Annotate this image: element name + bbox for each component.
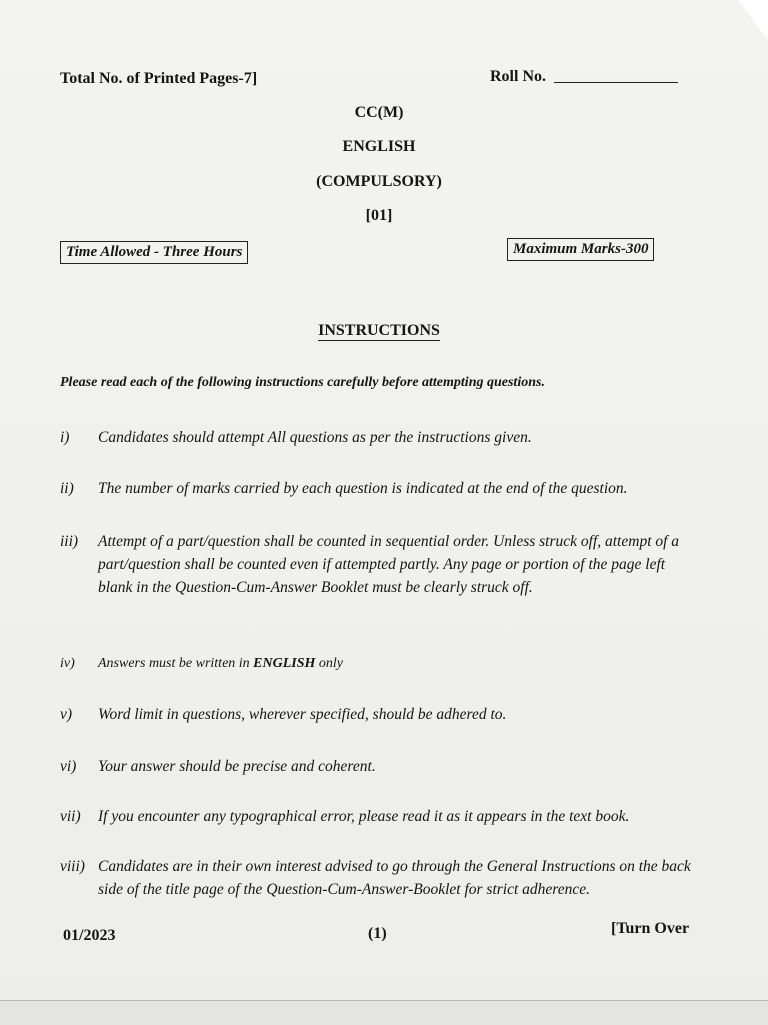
printed-pages-label: Total No. of Printed Pages-7] — [60, 70, 258, 87]
language-emphasis: ENGLISH — [253, 656, 316, 671]
item-text: Candidates are in their own interest advised to go through the General Instructions on the back side of the title page of the Question-Cum-Answer-Booklet for strict adherence. — [98, 858, 691, 898]
item-number: ii) — [60, 480, 74, 497]
item-number: i) — [60, 429, 70, 446]
paper-subject: ENGLISH — [342, 138, 416, 155]
instructions-intro: Please read each of the following instructions carefully before attempting questions. — [60, 375, 545, 390]
roll-no-label: Roll No. — [490, 68, 546, 85]
paper-code: CC(M) — [354, 104, 404, 121]
page-number: (1) — [368, 925, 387, 942]
item-text: Attempt of a part/question shall be counted in sequential order. Unless struck off, attempt of a part/question shall be counted even if attempted partly. Any page or portion of the page left blank in the Question-Cum-Answer Booklet must be clearly struck off. — [98, 533, 680, 596]
item-text: Word limit in questions, wherever specified, should be adhered to. — [98, 706, 507, 723]
item-number: v) — [60, 706, 73, 723]
page-corner — [738, 0, 768, 40]
item-text: Answers must be written in ENGLISH only — [98, 656, 344, 671]
item-number: iii) — [60, 533, 79, 550]
max-marks-box: Maximum Marks-300 — [507, 238, 654, 261]
scan-bottom-edge — [0, 1000, 768, 1025]
item-number: vi) — [60, 758, 77, 775]
paper-number: [01] — [365, 207, 393, 224]
item-text: Candidates should attempt All questions as per the instructions given. — [98, 429, 532, 446]
paper-type: (COMPULSORY) — [316, 173, 442, 190]
item-text: Your answer should be precise and coherent. — [98, 758, 376, 775]
item-number: viii) — [60, 858, 85, 875]
item-text: The number of marks carried by each question is indicated at the end of the question. — [98, 480, 628, 497]
time-allowed-box: Time Allowed - Three Hours — [60, 241, 248, 264]
footer-code: 01/2023 — [63, 927, 116, 944]
item-number: vii) — [60, 808, 81, 825]
instructions-heading — [0, 322, 758, 340]
instructions-heading-text: INSTRUCTIONS — [318, 322, 440, 339]
roll-no — [490, 68, 678, 86]
turn-over-label: [Turn Over — [611, 920, 690, 937]
item-text: If you encounter any typographical error, please read it as it appears in the text book. — [98, 808, 630, 825]
roll-no-field[interactable] — [554, 82, 678, 83]
item-number: iv) — [60, 656, 75, 671]
